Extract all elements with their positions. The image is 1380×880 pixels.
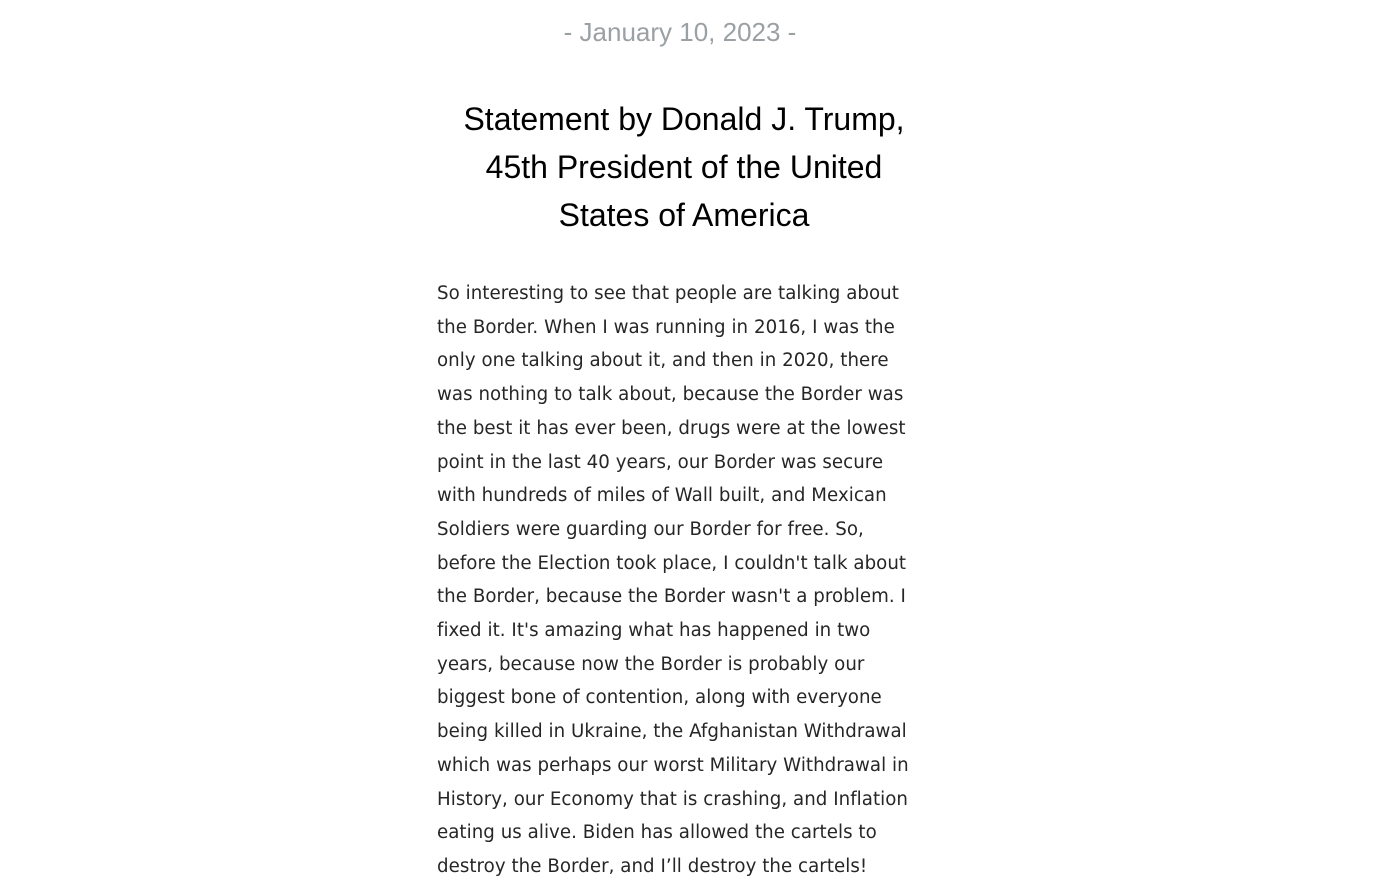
body-line: point in the last 40 years, our Border was secure	[437, 451, 884, 473]
body-line: fixed it. It's amazing what has happened in two	[437, 620, 871, 642]
body-line: the Border. When I was running in 2016, I was the	[437, 316, 895, 338]
body-line: History, our Economy that is crashing, and Inflation	[437, 788, 908, 810]
body-line: the best it has ever been, drugs were at the lowest	[437, 417, 906, 439]
title-line: States of America	[558, 197, 810, 233]
body-line: the Border, because the Border wasn't a problem. I	[437, 586, 906, 608]
body-line: Soldiers were guarding our Border for free. So,	[437, 518, 864, 540]
body-line: which was perhaps our worst Military Withdrawal in	[437, 754, 909, 776]
body-line: being killed in Ukraine, the Afghanistan Withdrawal	[437, 721, 907, 743]
body-line: destroy the Border, and I’ll destroy the cartels!	[437, 855, 868, 877]
body-line: years, because now the Border is probably our	[437, 653, 865, 675]
body-line: was nothing to talk about, because the Border was	[437, 384, 904, 406]
statement-body	[437, 277, 957, 880]
statement-date: - January 10, 2023 -	[563, 17, 797, 47]
body-line: with hundreds of miles of Wall built, and Mexican	[437, 485, 887, 507]
title-line: Statement by Donald J. Trump,	[463, 101, 905, 137]
title-line: 45th President of the United	[485, 149, 883, 185]
body-line: eating us alive. Biden has allowed the cartels to	[437, 822, 877, 844]
body-line: only one talking about it, and then in 2020, there	[437, 350, 889, 372]
statement-title	[434, 95, 934, 239]
body-line: before the Election took place, I couldn't talk about	[437, 552, 907, 574]
body-line: So interesting to see that people are talking about	[437, 283, 899, 304]
body-line: biggest bone of contention, along with everyone	[437, 687, 882, 709]
